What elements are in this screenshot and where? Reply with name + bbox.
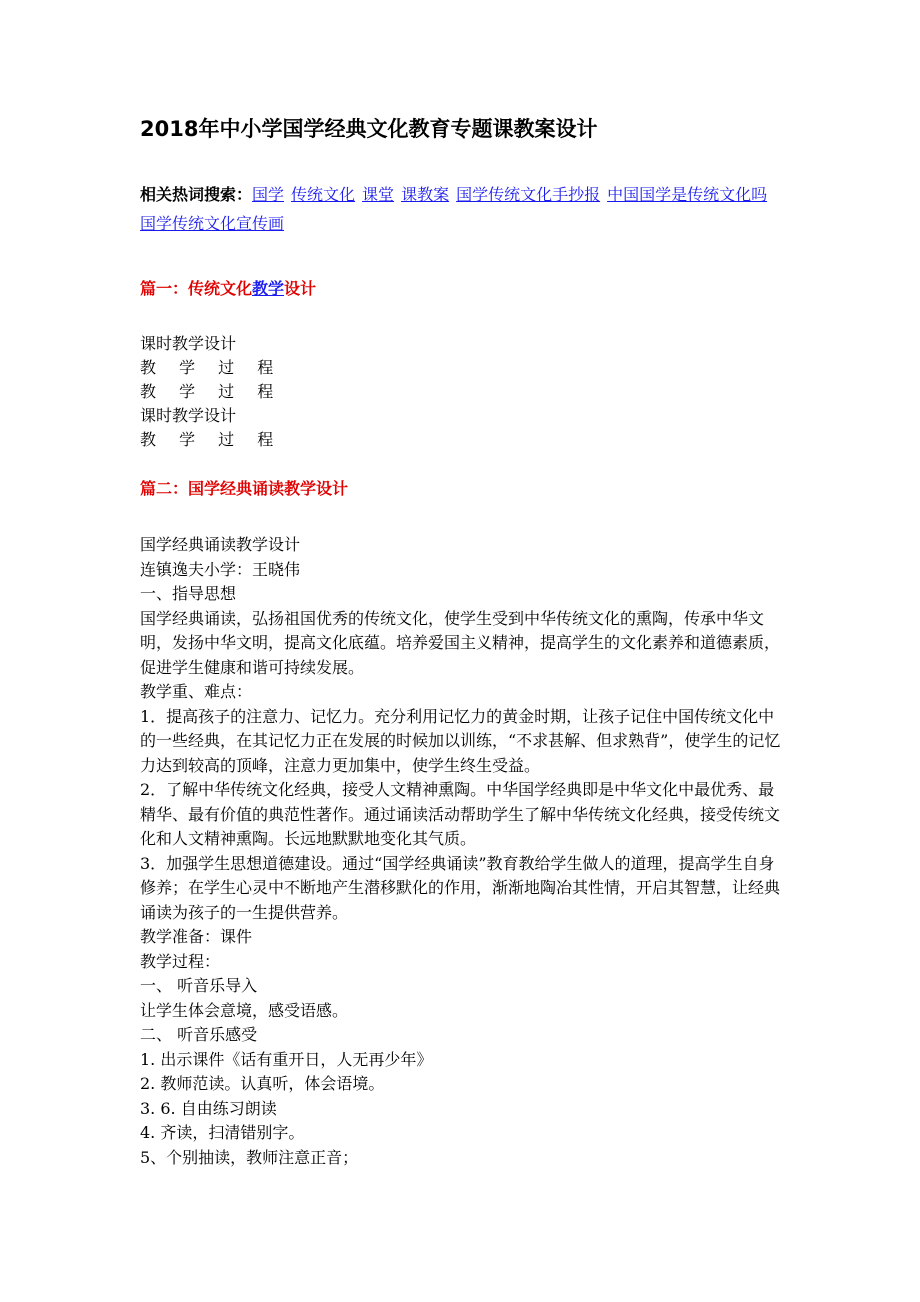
keyword-link[interactable]: 课堂 (362, 185, 395, 204)
body-paragraph: 2．了解中华传统文化经典，接受人文精神熏陶。中华国学经典即是中华文化中最优秀、最精华、最有价值的典范性著作。通过诵读活动帮助学生了解中华传统文化经典，接受传统文化和人文精神熏陶。长远地默默地变化其气质。 (140, 780, 781, 848)
body-line: 3. 6. 自由练习朗读 (140, 1098, 277, 1118)
keyword-link[interactable]: 传统文化 (291, 185, 356, 204)
body-line: 2. 教师范读。认真听，体会语境。 (140, 1074, 385, 1093)
body-line: 连镇逸夫小学：王晓伟 (140, 559, 301, 579)
body-line: 一、 听音乐导入 (140, 976, 258, 995)
section2-heading: 篇二：国学经典诵读教学设计 (140, 479, 349, 498)
keyword-link[interactable]: 课教案 (401, 185, 450, 204)
body-line: 教 学 过 程 (140, 430, 283, 449)
body-line: 一、指导思想 (140, 584, 237, 603)
keywords-label: 相关热词搜索： (140, 185, 253, 204)
body-line: 课时教学设计 (140, 334, 237, 353)
keyword-link[interactable]: 国学 (252, 185, 285, 204)
body-paragraph: 3．加强学生思想道德建设。通过“国学经典诵读”教育教给学生做人的道理，提高学生自身修养；在学生心灵中不断地产生潜移默化的作用，渐渐地陶冶其性情，开启其智慧，让经典诵读为孩子的一生提供营养。 (140, 853, 781, 922)
body-line: 国学经典诵读教学设计 (140, 535, 301, 554)
body-paragraph: 1．提高孩子的注意力、记忆力。充分利用记忆力的黄金时期，让孩子记住中国传统文化中的一些经典，在其记忆力正在发展的时候加以训练，“不求甚解、但求熟背”，使学生的记忆力达到较高的顶峰，注意力更加集中，使学生终生受益。 (140, 706, 781, 775)
body-line: 教 学 过 程 (140, 382, 283, 401)
body-line: 让学生体会意境，感受语感。 (140, 1000, 349, 1020)
section1-heading (140, 276, 316, 302)
section1-body (140, 332, 790, 452)
body-paragraph: 国学经典诵读，弘扬祖国优秀的传统文化，使学生受到中华传统文化的熏陶，传承中华文明，发扬中华文明，提高文化底蕴。培养爱国主义精神，提高学生的文化素养和道德素质，促进学生健康和谐可持续发展。 (140, 608, 781, 677)
body-line: 4. 齐读，扫清错别字。 (140, 1123, 305, 1142)
body-line: 二、 听音乐感受 (140, 1025, 258, 1044)
section2-body (140, 533, 790, 1170)
body-line: 1. 出示课件《话有重开日，人无再少年》 (140, 1049, 433, 1069)
document-title: 2018年中小学国学经典文化教育专题课教案设计 (140, 117, 598, 141)
body-line: 教学准备：课件 (140, 927, 253, 946)
body-line: 课时教学设计 (140, 406, 237, 425)
section1-heading-link[interactable]: 教学 (252, 279, 285, 298)
body-line: 5、个别抽读，教师注意正音； (140, 1147, 359, 1167)
section1-heading-suffix: 设计 (284, 279, 317, 298)
section1-heading-prefix: 篇一：传统文化 (140, 279, 253, 298)
body-line: 教学过程： (140, 951, 221, 971)
related-keywords (140, 180, 790, 238)
keyword-link[interactable]: 中国国学是传统文化吗 (607, 185, 768, 204)
body-line: 教 学 过 程 (140, 358, 283, 377)
keyword-link[interactable]: 国学传统文化手抄报 (456, 185, 601, 204)
keyword-link[interactable]: 国学传统文化宣传画 (140, 214, 285, 233)
body-line: 教学重、难点： (140, 682, 253, 701)
